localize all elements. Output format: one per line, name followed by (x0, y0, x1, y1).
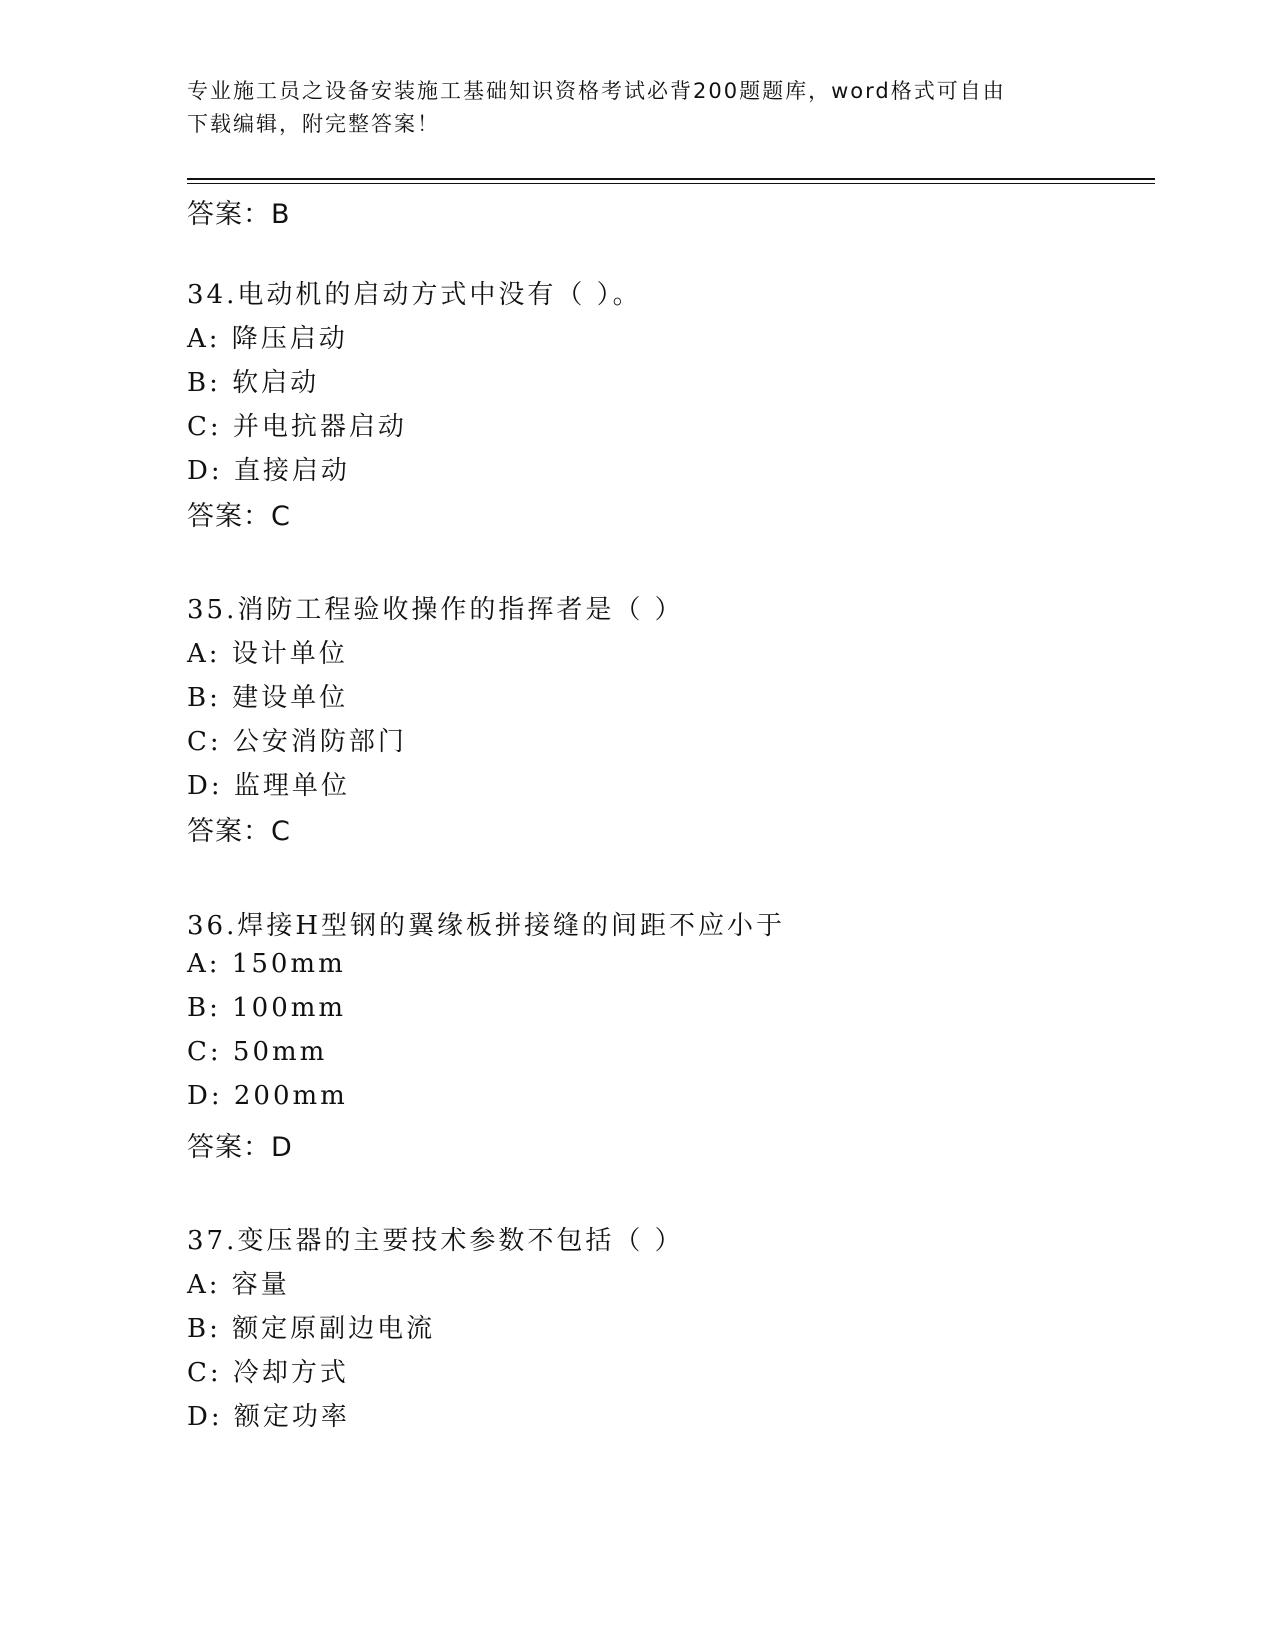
option-c: C: 并电抗器启动 (187, 412, 407, 442)
option-c: C: 冷却方式 (187, 1358, 349, 1388)
option-d: D: 直接启动 (187, 456, 350, 486)
option-b: B: 额定原副边电流 (187, 1314, 436, 1344)
option-a: A: 降压启动 (187, 324, 348, 354)
answer: 答案：C (187, 501, 291, 532)
option-a: A: 150mm (187, 949, 346, 979)
option-d: D: 监理单位 (187, 771, 350, 801)
document-header (187, 75, 1067, 141)
header-line-1: 专业施工员之设备安装施工基础知识资格考试必背200题题库，word格式可自由 (187, 79, 1006, 103)
option-c: C: 50mm (187, 1037, 328, 1067)
option-d: D: 200mm (187, 1081, 348, 1111)
option-b: B: 建设单位 (187, 683, 349, 713)
previous-answer: 答案：B (187, 199, 291, 230)
question-stem: 37.变压器的主要技术参数不包括（ ） (187, 1226, 684, 1256)
answer: 答案：D (187, 1132, 293, 1163)
option-c: C: 公安消防部门 (187, 727, 407, 757)
header-divider-thin (187, 183, 1155, 184)
option-a: A: 容量 (187, 1270, 290, 1300)
header-line-2: 下载编辑，附完整答案！ (187, 112, 440, 136)
option-a: A: 设计单位 (187, 639, 348, 669)
option-b: B: 软启动 (187, 368, 320, 398)
question-stem: 35.消防工程验收操作的指挥者是（ ） (187, 595, 684, 625)
answer: 答案：C (187, 816, 291, 847)
option-d: D: 额定功率 (187, 1402, 350, 1432)
header-divider-thick (187, 178, 1155, 180)
question-stem: 36.焊接H型钢的翼缘板拼接缝的间距不应小于 (187, 911, 786, 941)
option-b: B: 100mm (187, 993, 347, 1023)
question-stem: 34.电动机的启动方式中没有（ ）。 (187, 280, 642, 310)
